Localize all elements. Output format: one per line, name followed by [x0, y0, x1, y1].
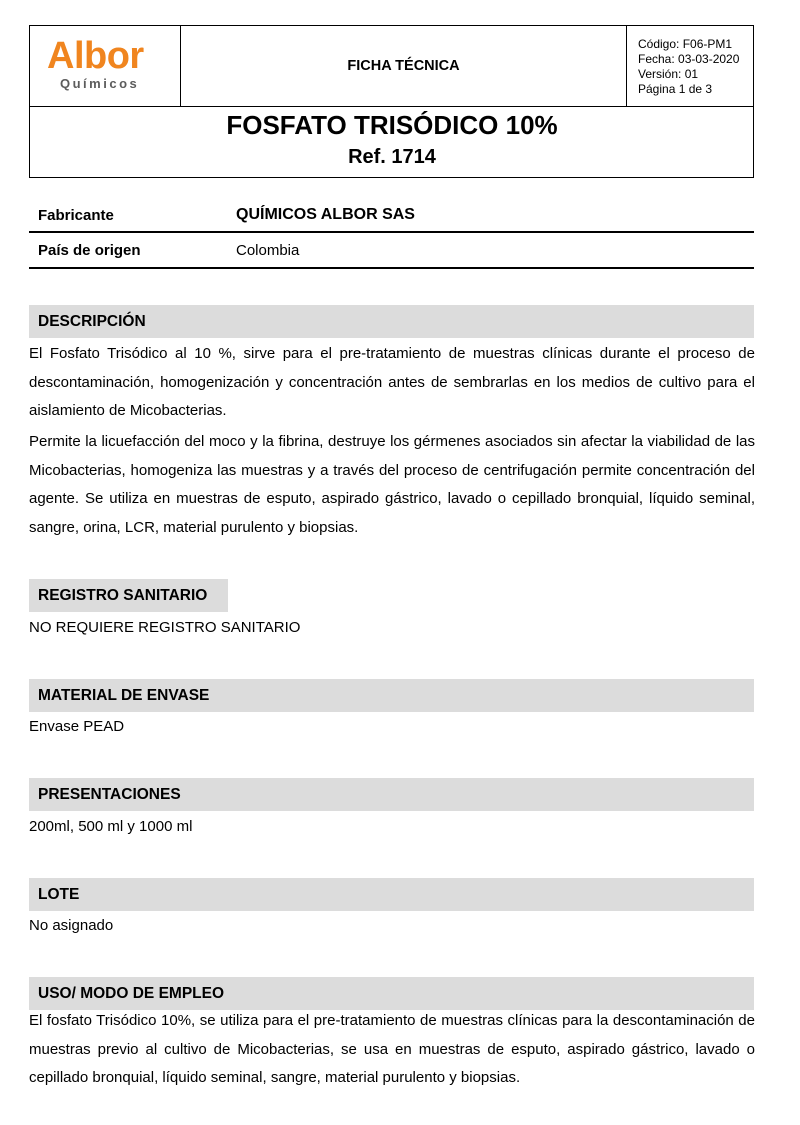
section-lote-heading: LOTE [29, 878, 754, 911]
presentaciones-text: 200ml, 500 ml y 1000 ml [29, 818, 193, 835]
section-material-heading: MATERIAL DE ENVASE [29, 679, 754, 712]
doc-type-title: FICHA TÉCNICA [181, 26, 627, 107]
info-row-fabricante [29, 196, 754, 233]
section-descripcion-heading: DESCRIPCIÓN [29, 305, 754, 338]
descripcion-paragraph-2: Permite la licuefacción del moco y la fibrina, destruye los gérmenes asociados sin afectar la viabilidad de las Micobacterias, homogeniza las muestras y a través del proceso de centrifugación permite concentración del agente. Se utiliza en muestras de esputo, aspirado gástrico, lavado o cepillado bronquial, líquido seminal, sangre, orina, LCR, material purulento y biopsias. [29, 433, 755, 537]
company-logo-subtitle: Químicos [60, 76, 140, 91]
section-presentaciones-heading: PRESENTACIONES [29, 778, 754, 811]
descripcion-paragraph-1: El Fosfato Trisódico al 10 %, sirve para el pre-tratamiento de muestras clínicas durante el proceso de descontaminación, homogenización y concentración antes de sembrarlas en los medios de cultivo para el aislamiento de Micobacterias. [29, 345, 755, 420]
product-title-cell [30, 107, 754, 178]
doc-version: Versión: 01 [638, 67, 699, 81]
product-ref: Ref. 1714 [348, 146, 436, 168]
company-logo: Albor [47, 35, 144, 77]
doc-date: Fecha: 03-03-2020 [638, 52, 740, 66]
uso-paragraph: El fosfato Trisódico 10%, se utiliza para el pre-tratamiento de muestras clínicas para la descontaminación de muestras previo al cultivo de Micobacterias, se usa en muestras de esputo, aspirado gástrico, lavado o cepillado bronquial, líquido seminal, sangre, material purulento y biopsias. [29, 1012, 755, 1087]
logo-cell [30, 26, 181, 107]
registro-text: NO REQUIERE REGISTRO SANITARIO [29, 619, 301, 636]
section-registro-heading: REGISTRO SANITARIO [29, 579, 228, 612]
doc-meta [627, 26, 754, 107]
info-table [29, 196, 754, 269]
section-uso-heading: USO/ MODO DE EMPLEO [29, 977, 754, 1010]
pais-value: Colombia [236, 242, 300, 259]
pais-label: País de origen [38, 242, 141, 259]
fabricante-label: Fabricante [38, 207, 114, 224]
lote-text: No asignado [29, 917, 114, 934]
doc-code: Código: F06-PM1 [638, 37, 733, 51]
product-name: FOSFATO TRISÓDICO 10% [226, 110, 558, 140]
material-text: Envase PEAD [29, 718, 125, 735]
document-header [29, 25, 754, 178]
doc-page: Página 1 de 3 [638, 82, 713, 96]
info-row-pais [29, 233, 754, 269]
fabricante-value: QUÍMICOS ALBOR SAS [236, 206, 415, 223]
